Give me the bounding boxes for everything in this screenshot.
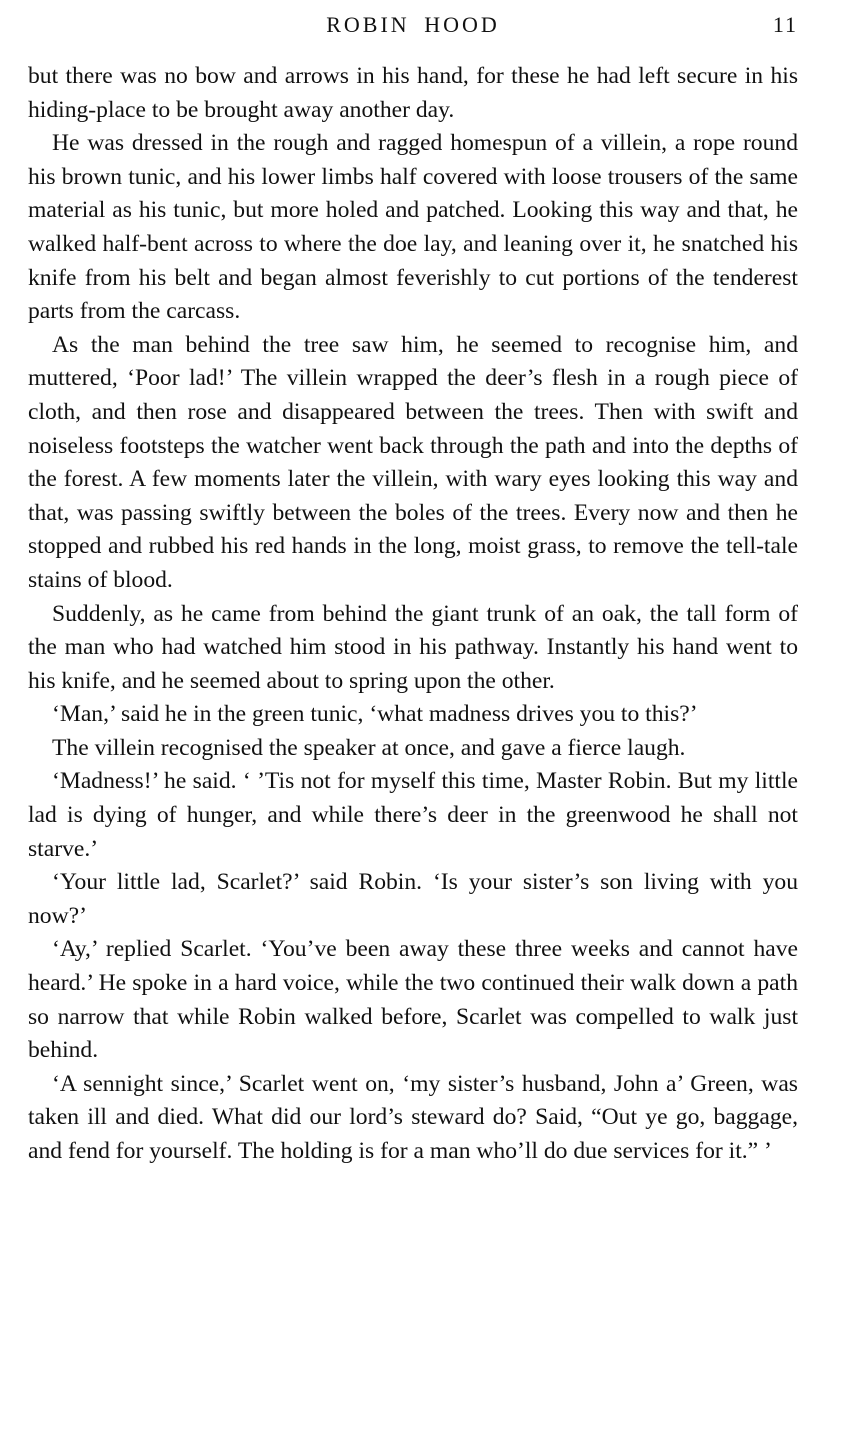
paragraph-continuation: but there was no bow and arrows in his hand, for these he had left secure in his hiding-place to be brought away another day. xyxy=(28,63,798,123)
paragraph: Suddenly, as he came from behind the giant trunk of an oak, the tall form of the man who had watched him stood in his pathway. Instantly his hand went to his knife, and he seemed about to spring upon the other. xyxy=(28,600,798,694)
paragraph: He was dressed in the rough and ragged homespun of a villein, a rope round his brown tunic, and his lower limbs half covered with loose trousers of the same material as his tunic, but more holed and patched. Looking this way and that, he walked half-bent across to where the doe lay, and leaning over it, he snatched his knife from his belt and began almost feverishly to cut portions of the tenderest parts from the carcass. xyxy=(28,130,798,325)
paragraph: ‘Your little lad, Scarlet?’ said Robin. ‘Is your sister’s son living with you now?’ xyxy=(28,869,798,929)
paragraph: ‘Madness!’ he said. ‘ ’Tis not for myself this time, Master Robin. But my little lad is dying of hunger, and while there’s deer in the greenwood he shall not starve.’ xyxy=(28,768,798,862)
paragraph: ‘Ay,’ replied Scarlet. ‘You’ve been away these three weeks and cannot have heard.’ He spoke in a hard voice, while the two continued their walk down a path so narrow that while Robin walked before, Scarlet was compelled to walk just behind. xyxy=(28,936,798,1064)
book-page xyxy=(28,0,798,1169)
paragraph: As the man behind the tree saw him, he seemed to recognise him, and muttered, ‘Poor lad!’ The villein wrapped the deer’s flesh in a rough piece of cloth, and then rose and disappeared between the trees. Then with swift and noiseless footsteps the watcher went back through the path and into the depths of the forest. A few moments later the villein, with wary eyes looking this way and that, was passing swiftly between the boles of the trees. Every now and then he stopped and rubbed his red hands in the long, moist grass, to remove the tell-tale stains of blood. xyxy=(28,331,798,593)
paragraph: The villein recognised the speaker at once, and gave a fierce laugh. xyxy=(52,734,686,761)
paragraph: ‘A sennight since,’ Scarlet went on, ‘my sister’s husband, John a’ Green, was taken ill and died. What did our lord’s steward do? Said, “Out ye go, baggage, and fend for yourself. The holding is for a man who’ll do due services for it.” ’ xyxy=(28,1070,798,1164)
page-number: 11 xyxy=(772,12,798,37)
running-head xyxy=(28,0,798,46)
running-title: ROBIN HOOD xyxy=(326,12,500,37)
body-text xyxy=(28,60,798,1169)
paragraph: ‘Man,’ said he in the green tunic, ‘what madness drives you to this?’ xyxy=(52,701,698,728)
